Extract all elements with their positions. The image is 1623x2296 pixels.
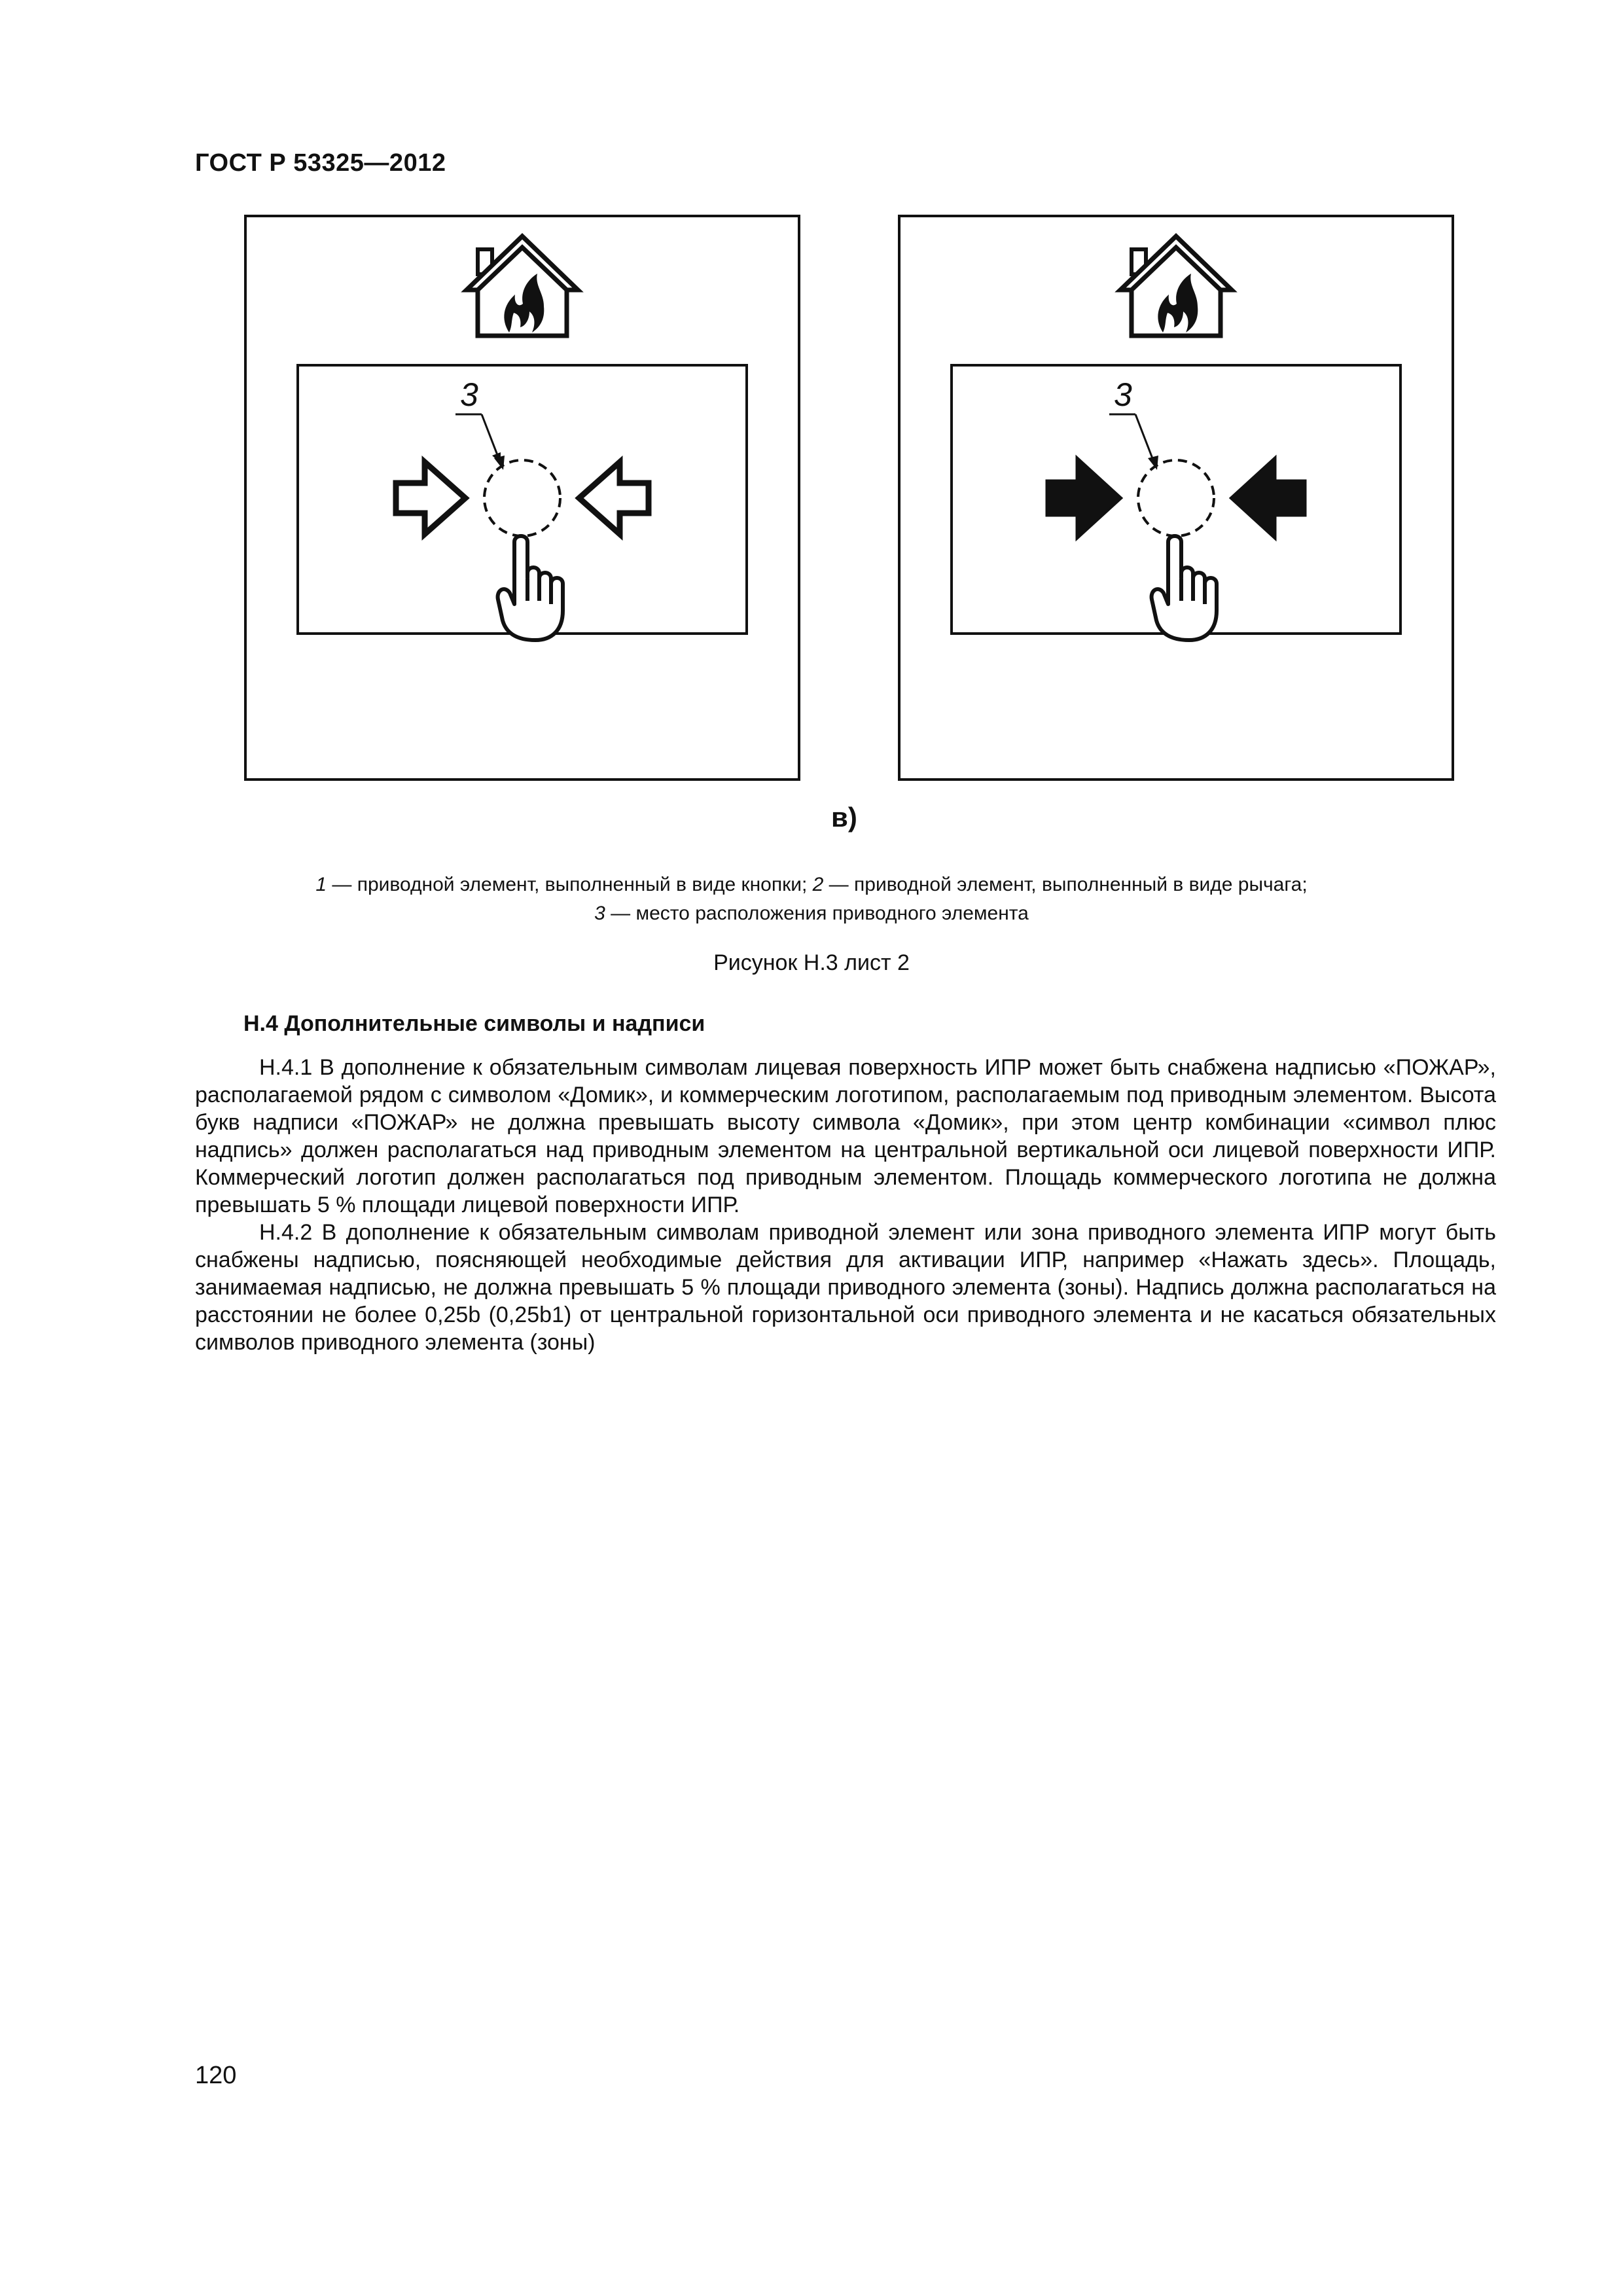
arrow-left-filled-icon — [1230, 457, 1306, 539]
callout-label: 3 — [1114, 376, 1132, 413]
figure-panel-filled — [898, 215, 1454, 781]
arrow-right-outline-icon — [396, 462, 465, 534]
legend-num-1: 1 — [315, 874, 327, 895]
callout-label: 3 — [460, 376, 478, 413]
figure-panel-label: в) — [831, 802, 857, 833]
figure-legend-line-1 — [196, 870, 1427, 899]
arrow-left-outline-icon — [579, 462, 649, 534]
figure-panel-outline — [244, 215, 800, 781]
document-header: ГОСТ Р 53325—2012 — [195, 149, 446, 177]
legend-text-1: — приводной элемент, выполненный в виде кнопки; — [327, 874, 813, 895]
pointing-hand-icon — [1152, 536, 1217, 640]
figure-legend-line-2 — [196, 899, 1427, 928]
actuator-location-circle — [1138, 460, 1214, 536]
page-number: 120 — [195, 2062, 237, 2089]
paragraph-h41: Н.4.1 В дополнение к обязательным символам лицевая поверхность ИПР может быть снабжена надписью «ПОЖАР», располагаемой рядом с символом «Домик», и коммерческим логотипом, располагаемым под приводным элементом. Высота букв надписи «ПОЖАР» не должна превышать высоту символа «Домик», при этом центр комбинации «символ плюс надпись» должен располагаться над приводным элементом на центральной вертикальной оси лицевой поверхности ИПР. Коммерческий логотип должен располагаться под приводным элементом. Площадь коммерческого логотипа не должна превышать 5 % площади лицевой поверхности ИПР. — [195, 1055, 1496, 1217]
figure-caption: Рисунок Н.3 лист 2 — [713, 950, 910, 975]
section-title: Н.4 Дополнительные символы и надписи — [243, 1011, 705, 1036]
legend-num-3: 3 — [594, 903, 605, 924]
arrow-right-filled-icon — [1046, 457, 1122, 539]
legend-text-2: — приводной элемент, выполненный в виде рычага; — [823, 874, 1308, 895]
house-fire-icon — [1120, 236, 1232, 336]
section-body — [195, 1054, 1496, 1356]
paragraph-h42: Н.4.2 В дополнение к обязательным символам приводной элемент или зона приводного элемента ИПР могут быть снабжены надписью, поясняющей необходимые действия для активации ИПР, например «Нажать здесь». Площадь, занимаемая надписью, не должна превышать 5 % площади приводного элемента (зоны). Надпись должна располагаться на расстоянии не более 0,25b (0,25b1) от центральной горизонтальной оси приводного элемента и не касаться обязательных символов приводного элемента (зоны) — [195, 1220, 1496, 1355]
legend-text-3: — место расположения приводного элемента — [605, 903, 1029, 924]
pointing-hand-icon — [498, 536, 563, 640]
actuator-location-circle — [484, 460, 560, 536]
house-fire-icon — [467, 236, 578, 336]
legend-num-2: 2 — [812, 874, 824, 895]
